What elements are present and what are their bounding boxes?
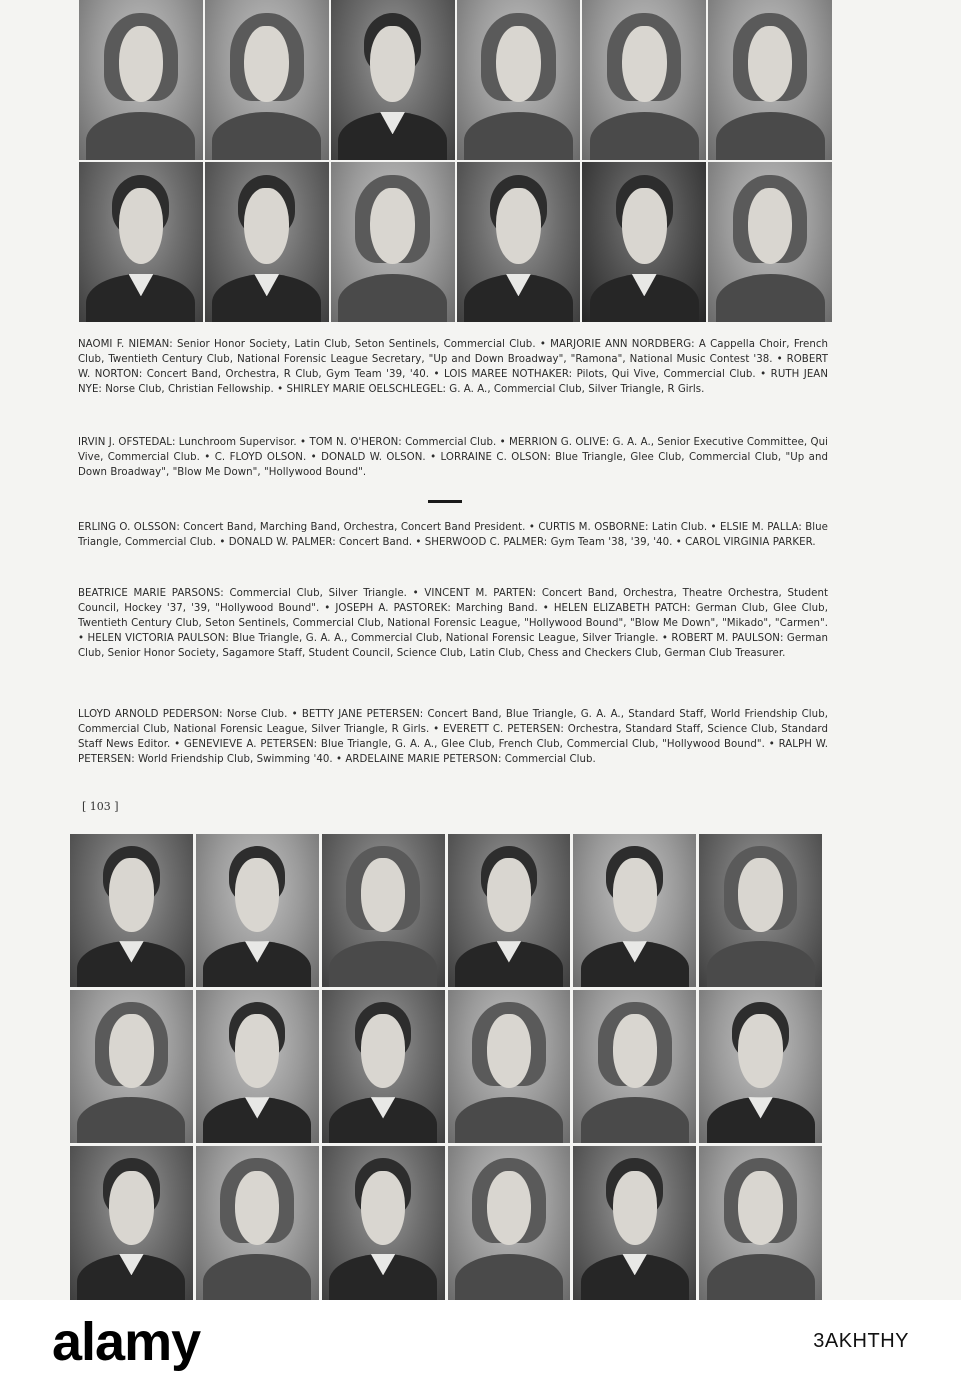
portrait-photo	[322, 1146, 445, 1300]
portrait-photo	[573, 834, 696, 987]
portrait-photo	[457, 0, 581, 160]
biography-paragraph: BEATRICE MARIE PARSONS: Commercial Club, Silver Triangle. • VINCENT M. PARTEN: Concert Band, Orchestra, Theatre Orchestra, Student Council, Hockey '37, '39, "Hollywood Bound". • JOSEPH A. PASTOREK: Marching Band. • HELEN ELIZABETH PATCH: German Club, Glee Club, Twentieth Century Club, Seton Sentinels, Commercial Club, National Forensic League, "Hollywood Bound", "Blow Me Down", "Mikado", "Carmen". • HELEN VICTORIA PAULSON: Blue Triangle, G. A. A., Commercial Club, National Forensic League, Silver Triangle. • ROBERT M. PAULSON: German Club, Senior Honor Society, Sagamore Staff, Student Council, Science Club, Latin Club, Chess and Checkers Club, German Club Treasurer.	[78, 588, 828, 659]
portrait-photo	[70, 990, 193, 1143]
portrait-photo	[448, 834, 571, 987]
portrait-photo	[331, 0, 455, 160]
biography-paragraph: ERLING O. OLSSON: Concert Band, Marching Band, Orchestra, Concert Band President. • CURTIS M. OSBORNE: Latin Club. • ELSIE M. PALLA: Blue Triangle, Commercial Club. • DONALD W. PALMER: Concert Band. • SHERWOOD C. PALMER: Gym Team '38, '39, '40. • CAROL VIRGINIA PARKER.	[78, 522, 828, 548]
portrait-photo	[573, 1146, 696, 1300]
watermark-logo: alamy	[52, 1312, 201, 1372]
portrait-photo	[331, 162, 455, 322]
portrait-photo	[205, 0, 329, 160]
biography-paragraph: IRVIN J. OFSTEDAL: Lunchroom Supervisor. • TOM N. O'HERON: Commercial Club. • MERRION G. OLIVE: G. A. A., Senior Executive Committee, Qui Vive, Commercial Club. • C. FLOYD OLSON. • DONALD W. OLSON. • LORRAINE C. OLSON: Blue Triangle, Glee Club, Commercial Club, "Up and Down Broadway", "Blow Me Down", "Hollywood Bound".	[78, 437, 828, 478]
portrait-photo	[708, 0, 832, 160]
portrait-photo	[457, 162, 581, 322]
portrait-photo	[196, 834, 319, 987]
biography-paragraph: LLOYD ARNOLD PEDERSON: Norse Club. • BETTY JANE PETERSEN: Concert Band, Blue Triangle, G. A. A., Standard Staff, World Friendship Club, Commercial Club, National Forensic League, Silver Triangle, R Girls. • EVERETT C. PETERSEN: Orchestra, Standard Staff, Science Club, Standard Staff News Editor. • GENEVIEVE A. PETERSEN: Blue Triangle, G. A. A., Glee Club, French Club, Commercial Club, "Hollywood Bound". • RALPH W. PETERSEN: World Friendship Club, Swimming '40. • ARDELAINE MARIE PETERSON: Commercial Club.	[78, 709, 828, 765]
page-number: [ 103 ]	[82, 800, 119, 813]
portrait-photo	[196, 1146, 319, 1300]
portrait-photo	[205, 162, 329, 322]
portrait-photo	[70, 834, 193, 987]
portrait-photo	[699, 834, 822, 987]
portrait-photo	[322, 990, 445, 1143]
portrait-photo	[699, 1146, 822, 1300]
biography-paragraph: NAOMI F. NIEMAN: Senior Honor Society, Latin Club, Seton Sentinels, Commercial Club. • MARJORIE ANN NORDBERG: A Cappella Choir, French Club, Twentieth Century Club, National Forensic League Secretary, "Up and Down Broadway", "Ramona", National Music Contest '38. • ROBERT W. NORTON: Concert Band, Orchestra, R Club, Gym Team '39, '40. • LOIS MAREE NOTHAKER: Pilots, Qui Vive, Commercial Club. • RUTH JEAN NYE: Norse Club, Christian Fellowship. • SHIRLEY MARIE OELSCHLEGEL: G. A. A., Commercial Club, Silver Triangle, R Girls.	[78, 339, 828, 395]
portrait-photo	[448, 990, 571, 1143]
portrait-photo	[708, 162, 832, 322]
portrait-photo	[582, 162, 706, 322]
section-divider	[428, 500, 462, 503]
watermark-image-code: 3AKHTHY	[813, 1330, 909, 1352]
portrait-photo	[573, 990, 696, 1143]
portrait-grid-top	[79, 0, 832, 322]
portrait-photo	[196, 990, 319, 1143]
portrait-photo	[699, 990, 822, 1143]
portrait-photo	[582, 0, 706, 160]
portrait-grid-bottom	[70, 834, 822, 1300]
portrait-photo	[79, 162, 203, 322]
portrait-photo	[70, 1146, 193, 1300]
portrait-photo	[322, 834, 445, 987]
portrait-photo	[79, 0, 203, 160]
portrait-photo	[448, 1146, 571, 1300]
